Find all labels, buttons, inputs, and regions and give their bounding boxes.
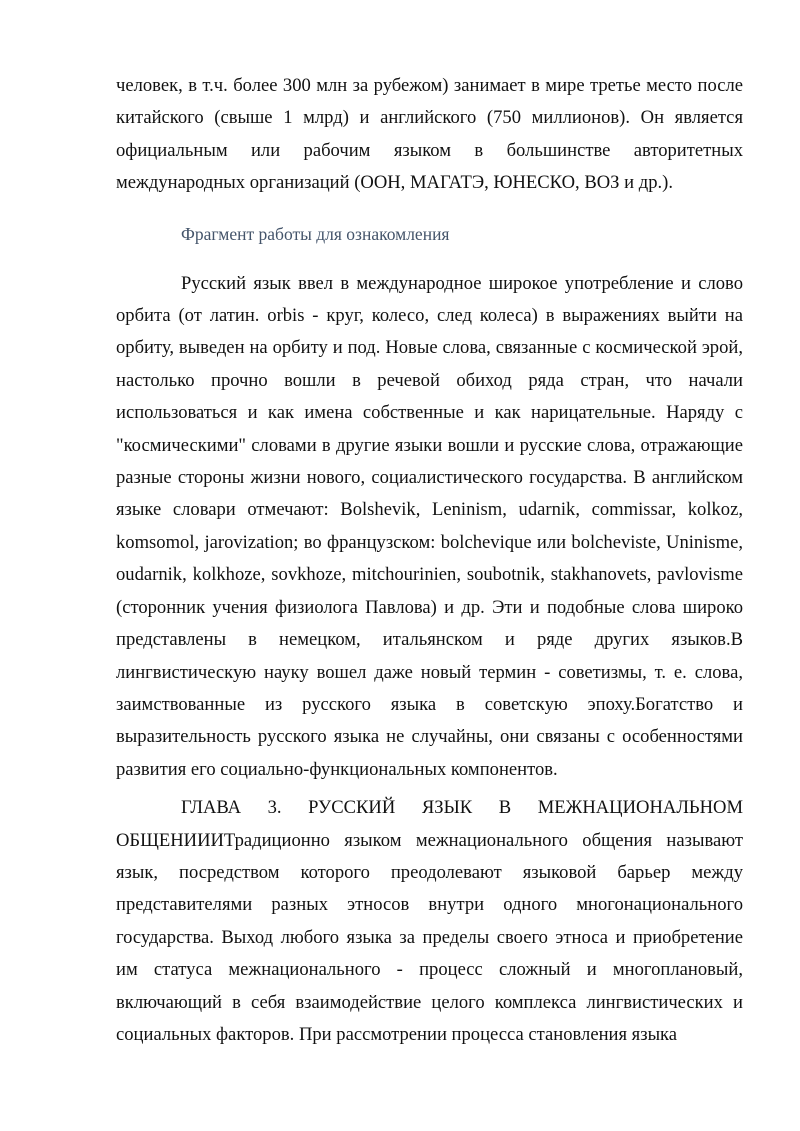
paragraph-orbit: Русский язык ввел в международное широкое употребление и слово орбита (от латин. orbis - круг, колесо, след колеса) в выражениях выйти на орбиту, выведен на орбиту и под. Новые слова, связанные с космической эрой, настолько прочно вошли в речевой обиход ряда стран, что начали использоваться и как имена собственные и как нарицательные. Наряду с "космическими" словами в другие языки вошли и русские слова, отражающие разные стороны жизни нового, социалистического государства. В английском языке словари отмечают: Bolshevik, Leninism, udarnik, commissar, kolkoz, komsomol, jarovization; во французском: bolchevique или bolcheviste, Uninisme, oudarnik, kolkhoze, sovkhoze, mitchourinien, soubotnik, stakhanovets, pavlovisme (сторонник учения физиолога Павлова) и др. Эти и подобные слова широко представлены в немецком, итальянском и ряде других языков.В лингвистическую науку вошел даже новый термин - советизмы, т. е. слова, заимствованные из русского языка в советскую эпоху.Богатство и выразительность русского языка не случайны, они связаны с особенностями развития его социально-функциональных компонентов. <box>116 272 743 780</box>
fragment-note: Фрагмент работы для ознакомления <box>181 223 450 244</box>
document-page <box>116 70 743 1051</box>
paragraph-intro: человек, в т.ч. более 300 млн за рубежом) занимает в мире третье место после китайского (свыше 1 млрд) и английского (750 миллионов). Он является официальным или рабочим языком в большинстве авторитетных международных организаций (ООН, МАГАТЭ, ЮНЕСКО, ВОЗ и др.). <box>116 75 743 194</box>
paragraph-chapter-3: ГЛАВА 3. РУССКИЙ ЯЗЫК В МЕЖНАЦИОНАЛЬНОМ ОБЩЕНИИИТрадиционно языком межнационального общения называют язык, посредством которого преодолевают языковой барьер между представителями разных этносов внутри одного многонационального государства. Выход любого языка за пределы своего этноса и приобретение им статуса межнационального - процесс сложный и многоплановый, включающий в себя взаимодействие целого комплекса лингвистических и социальных факторов. При рассмотрении процесса становления языка <box>116 797 743 1045</box>
